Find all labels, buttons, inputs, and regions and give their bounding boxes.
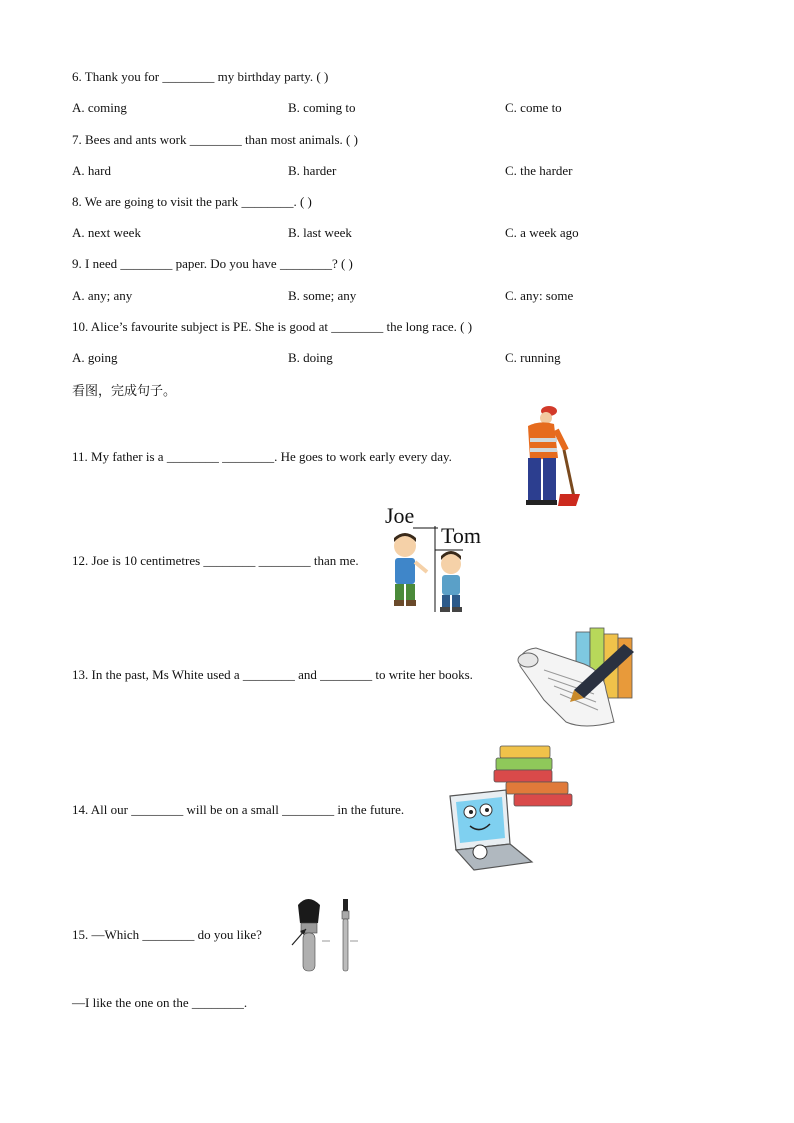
question-8: 8. We are going to visit the park ________. ( ) [72, 194, 312, 209]
q9-option-a: A. any; any [72, 288, 133, 303]
question-12: 12. Joe is 10 centimetres ________ ________ than me. [72, 553, 359, 568]
q8-option-a: A. next week [72, 225, 141, 240]
q7-option-a: A. hard [72, 163, 111, 178]
tom-label: Tom [441, 523, 482, 548]
section-title: 看图，完成句子。 [72, 384, 177, 399]
joe-label: Joe [385, 503, 415, 528]
laptop-with-books-image [444, 740, 576, 876]
question-7: 7. Bees and ants work ________ than most animals. ( ) [72, 132, 358, 147]
question-11: 11. My father is a ________ ________. He goes to work early every day. [72, 449, 452, 464]
question-6: 6. Thank you for ________ my birthday party. ( ) [72, 69, 329, 84]
q9-option-c: C. any: some [505, 288, 574, 303]
question-15: 15. —Which ________ do you like? [72, 927, 262, 942]
street-sweeper-image [500, 402, 582, 510]
question-13: 13. In the past, Ms White used a ________ and ________ to write her books. [72, 667, 473, 682]
height-comparison-image [383, 500, 488, 615]
q8-option-c: C. a week ago [505, 225, 579, 240]
q10-option-b: B. doing [288, 350, 333, 365]
q6-option-c: C. come to [505, 100, 562, 115]
q9-option-b: B. some; any [288, 288, 357, 303]
question-15-response: —I like the one on the ________. [72, 995, 248, 1010]
scroll-and-pen-image [514, 626, 642, 734]
q10-option-a: A. going [72, 350, 118, 365]
brushes-image [290, 893, 358, 975]
question-14: 14. All our ________ will be on a small ________ in the future. [72, 802, 405, 817]
q8-option-b: B. last week [288, 225, 352, 240]
q6-option-a: A. coming [72, 100, 127, 115]
q7-option-c: C. the harder [505, 163, 573, 178]
q10-option-c: C. running [505, 350, 561, 365]
q7-option-b: B. harder [288, 163, 337, 178]
q6-option-b: B. coming to [288, 100, 356, 115]
question-10: 10. Alice’s favourite subject is PE. She is good at ________ the long race. ( ) [72, 319, 473, 334]
question-9: 9. I need ________ paper. Do you have ________? ( ) [72, 256, 353, 271]
